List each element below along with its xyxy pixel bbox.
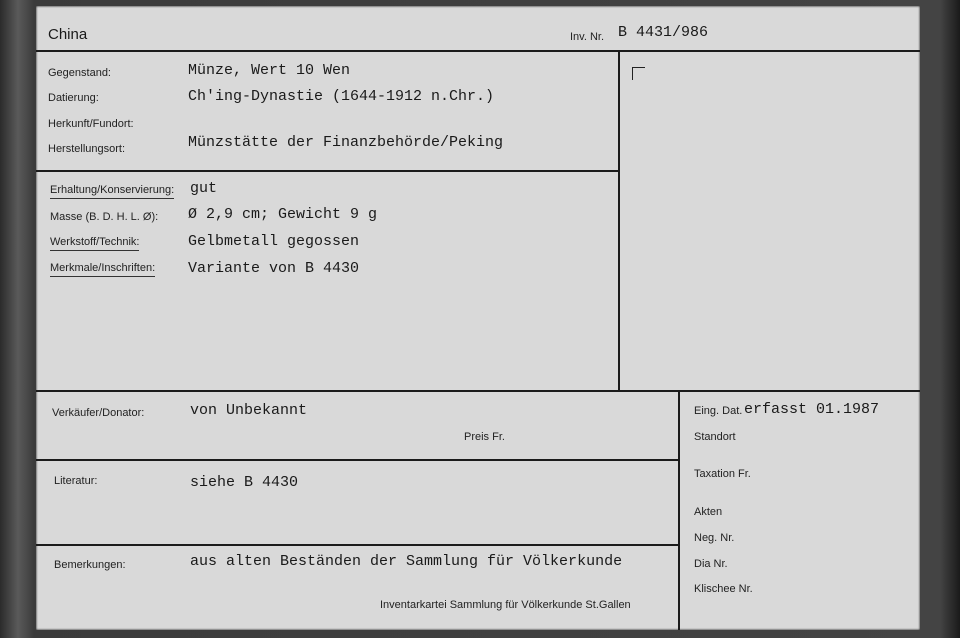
divider	[36, 544, 680, 546]
preis-label: Preis Fr.	[464, 431, 505, 443]
divider	[36, 170, 620, 172]
masse-label: Masse (B. D. H. L. Ø):	[50, 211, 159, 223]
divider	[36, 50, 920, 52]
neg-nr-label: Neg. Nr.	[694, 532, 735, 544]
literatur-label: Literatur:	[54, 475, 98, 487]
bemerkungen-label: Bemerkungen:	[54, 559, 126, 571]
divider	[36, 390, 920, 392]
akten-label: Akten	[694, 506, 723, 518]
gegenstand-label: Gegenstand:	[48, 67, 111, 79]
verkaeufer-label: Verkäufer/Donator:	[52, 407, 145, 419]
klischee-nr-label: Klischee Nr.	[694, 583, 753, 595]
inv-nr-value: B 4431/986	[618, 24, 709, 41]
verkaeufer-value: von Unbekannt	[190, 402, 308, 419]
literatur-value: siehe B 4430	[190, 474, 299, 491]
inv-nr-label: Inv. Nr.	[570, 31, 605, 43]
werkstoff-value: Gelbmetall gegossen	[188, 233, 360, 250]
herstellungsort-label: Herstellungsort:	[48, 143, 126, 155]
standort-label: Standort	[694, 431, 736, 443]
herkunft-label: Herkunft/Fundort:	[48, 118, 134, 130]
eing-dat-label: Eing. Dat.	[694, 405, 743, 417]
erhaltung-value: gut	[190, 180, 218, 197]
gegenstand-value: Münze, Wert 10 Wen	[188, 62, 351, 79]
erhaltung-label: Erhaltung/Konservierung:	[50, 184, 174, 199]
bemerkungen-value: aus alten Beständen der Sammlung für Völkerkunde	[190, 553, 623, 570]
divider	[36, 459, 680, 461]
divider	[618, 50, 620, 392]
datierung-label: Datierung:	[48, 92, 99, 104]
eing-dat-value: erfasst 01.1987	[744, 401, 880, 418]
divider	[678, 390, 680, 630]
taxation-label: Taxation Fr.	[694, 468, 751, 480]
dia-nr-label: Dia Nr.	[694, 558, 728, 570]
merkmale-label: Merkmale/Inschriften:	[50, 262, 155, 277]
werkstoff-label: Werkstoff/Technik:	[50, 236, 139, 251]
merkmale-value: Variante von B 4430	[188, 260, 360, 277]
herstellungsort-value: Münzstätte der Finanzbehörde/Peking	[188, 134, 504, 151]
inventory-card	[36, 6, 920, 630]
masse-value: Ø 2,9 cm; Gewicht 9 g	[188, 206, 378, 223]
datierung-value: Ch'ing-Dynastie (1644-1912 n.Chr.)	[188, 88, 495, 105]
card-footer: Inventarkartei Sammlung für Völkerkunde St.Gallen	[380, 599, 631, 611]
corner-mark	[632, 67, 645, 80]
country-title: China	[48, 26, 88, 43]
